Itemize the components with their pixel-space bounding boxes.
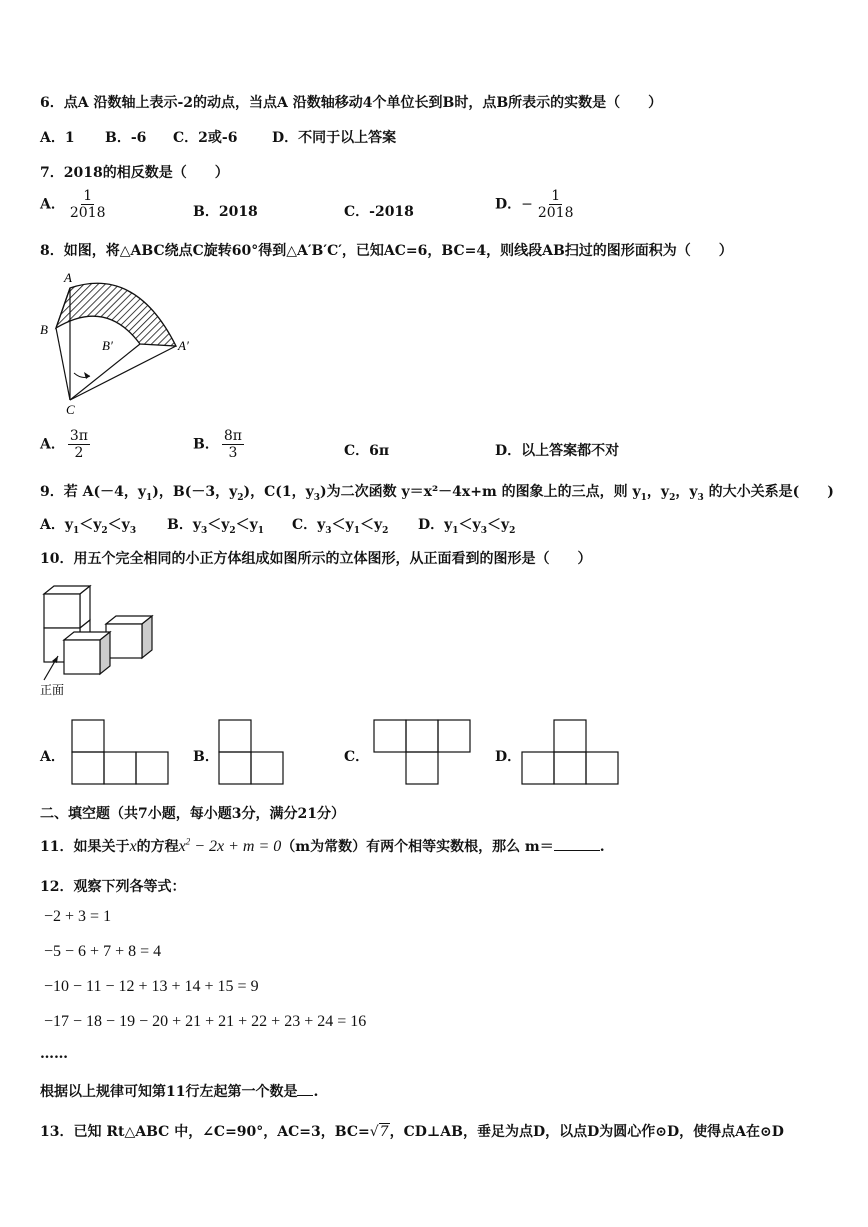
- q13-radicand: 7: [379, 1124, 389, 1140]
- q8-a-fraction: [68, 428, 90, 461]
- q12-row-4: −17 − 18 − 19 − 20 + 21 + 21 + 22 + 23 + 24 = 16: [44, 1013, 367, 1030]
- q7-d-num: 1: [551, 188, 561, 204]
- label-c: C: [66, 402, 75, 417]
- q12-ask: 根据以上规律可知第11行左起第一个数是: [40, 1084, 298, 1100]
- q12-ask-end: .: [313, 1084, 319, 1100]
- q7-d-label: D．: [495, 196, 522, 213]
- q10-option-d-label: D．: [495, 749, 522, 765]
- q7-option-d: [495, 188, 579, 221]
- q13-stem: [40, 1121, 784, 1141]
- q7-option-a: [40, 188, 111, 221]
- section-2-heading: 二、填空题（共7小题，每小题3分，满分21分）: [40, 806, 345, 822]
- q12-dots: ……: [40, 1046, 68, 1062]
- q7-a-fraction: [68, 188, 108, 221]
- segment-ca2: [70, 346, 176, 400]
- q7-option-c: C．-2018: [344, 204, 414, 220]
- q8-a-den: 2: [74, 445, 84, 461]
- swept-region: [56, 283, 176, 346]
- q10-stem: 10．用五个完全相同的小正方体组成如图所示的立体图形，从正面看到的图形是（ ）: [40, 551, 592, 567]
- q7-a-num: 1: [83, 188, 93, 204]
- q6-stem: 6．点A 沿数轴上表示-2的动点，当点A 沿数轴移动4个单位长到B时，点B所表示的实数是（ ）: [40, 95, 663, 111]
- q7-d-den: 2018: [537, 205, 574, 221]
- q12-question: [40, 1081, 318, 1101]
- q13-sqrt-sign: √: [369, 1124, 379, 1140]
- q10-option-a-label: A．: [40, 749, 65, 765]
- q8-b-num: 8π: [223, 428, 242, 444]
- label-a-prime: A′: [178, 338, 189, 353]
- q9-option-a: A．$y_1<y_2<y_3$: [40, 517, 137, 536]
- q8-b-label: B．: [193, 436, 219, 453]
- q10-cube-figure: [36, 582, 161, 702]
- q6-option-c: C．2或-6: [173, 130, 238, 146]
- q10-option-a-figure: [70, 718, 170, 788]
- q12-row-2: −5 − 6 + 7 + 8 = 4: [44, 943, 162, 960]
- q7-stem: 7．2018的相反数是（ ）: [40, 165, 229, 181]
- q12-row-3: −10 − 11 − 12 + 13 + 14 + 15 = 9: [44, 978, 259, 995]
- q8-a-label: A．: [40, 436, 65, 453]
- q11-blank[interactable]: [554, 850, 600, 851]
- q8-b-fraction: [222, 428, 244, 461]
- q9-option-c: C．$y_3<y_1<y_2$: [292, 517, 389, 536]
- q9-option-b: B．$y_3<y_2<y_1$: [167, 517, 265, 536]
- q6-option-a: A．1: [40, 130, 75, 146]
- q8-option-c: C．6π: [344, 443, 390, 459]
- q6-option-b: B．-6: [105, 130, 147, 146]
- q6-option-d: D．不同于以上答案: [272, 130, 397, 146]
- q11-var: x: [129, 838, 137, 855]
- q9-option-d: D．$y_1<y_3<y_2$: [418, 517, 516, 536]
- q10-option-c-figure: [372, 718, 472, 788]
- q13-post: ，CD⊥AB，垂足为点D，以点D为圆心作⊙D，使得点A在⊙D: [389, 1124, 784, 1140]
- q9-stem: 9．若 A(－4，$y_1$)，B(－3，$y_2$)，C(1，$y_3$)为二次函数 y＝x²－4x+m 的图象上的三点，则 $y_1$，$y_2$，$y_3$ 的大小关系是( ): [40, 484, 834, 503]
- q7-option-b: B．2018: [193, 204, 258, 220]
- q11-mid: 的方程: [136, 839, 179, 855]
- label-b: B: [40, 322, 48, 337]
- q7-d-fraction: [536, 188, 576, 221]
- arrow-head: [84, 372, 90, 379]
- q11-post: （m为常数）有两个相等实数根，那么 m＝: [281, 839, 554, 855]
- q8-stem: 8．如图，将△ABC绕点C旋转60°得到△A′B′C′，已知AC=6，BC=4，则线段AB扫过的图形面积为（ ）: [40, 243, 733, 259]
- q7-a-label: A．: [40, 196, 65, 213]
- segment-cb: [56, 328, 70, 400]
- q11-equation: $x^2 - 2x + m = 0$: [178, 836, 282, 855]
- q10-option-d-figure: [520, 718, 620, 788]
- q7-a-den: 2018: [69, 205, 106, 221]
- q11-stem: [40, 836, 605, 856]
- q8-option-d: D．以上答案都不对: [495, 443, 620, 459]
- q8-option-b: [193, 428, 247, 461]
- q8-option-a: [40, 428, 93, 461]
- q8-a-num: 3π: [69, 428, 88, 444]
- q10-option-b-label: B．: [193, 749, 219, 765]
- q12-row-1: −2 + 3 = 1: [44, 908, 112, 925]
- q11-pre: 11．如果关于: [40, 839, 130, 855]
- front-label: 正面: [40, 683, 65, 697]
- q11-end: .: [599, 839, 605, 855]
- q10-option-c-label: C．: [344, 749, 370, 765]
- q12-blank[interactable]: [297, 1095, 313, 1096]
- q12-stem: 12．观察下列各等式：: [40, 879, 186, 895]
- q8-b-den: 3: [228, 445, 238, 461]
- q8-rotation-figure: [36, 268, 206, 418]
- label-a: A: [64, 270, 72, 285]
- q7-d-sign: −: [521, 196, 533, 213]
- q13-pre: 13．已知 Rt△ABC 中，∠C=90°，AC=3，BC=: [40, 1124, 370, 1140]
- label-b-prime: B′: [102, 338, 113, 353]
- q10-option-b-figure: [217, 718, 287, 788]
